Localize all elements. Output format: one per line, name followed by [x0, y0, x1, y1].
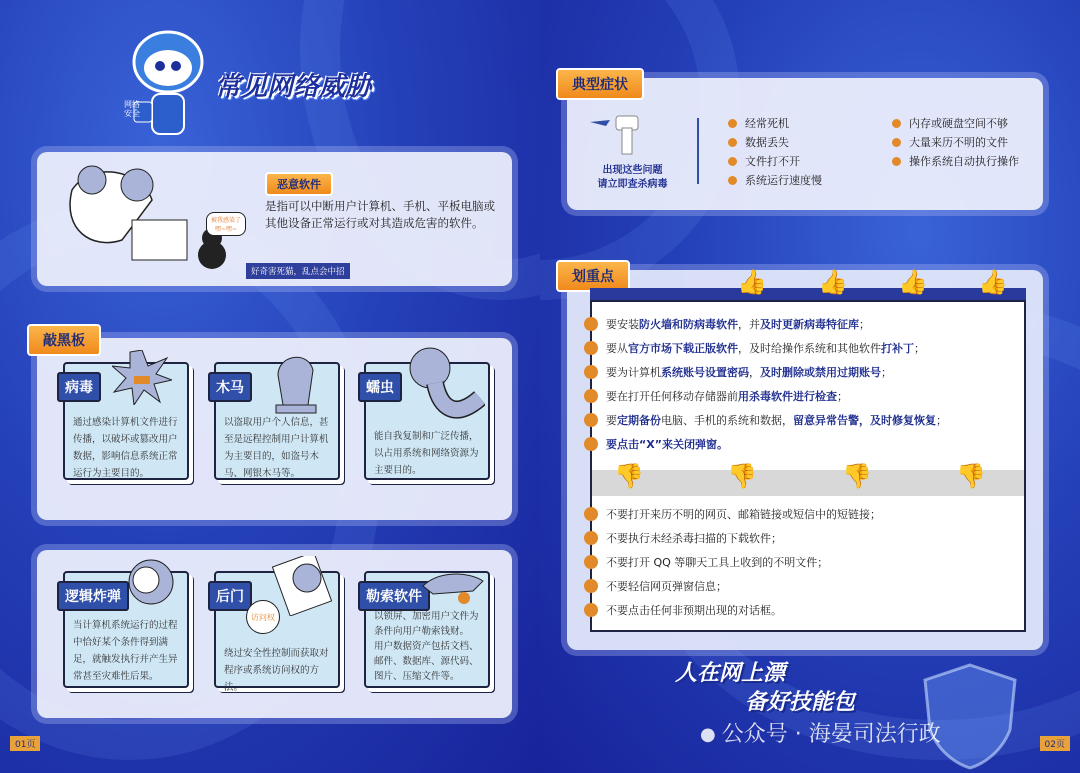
bullet-icon: [584, 365, 598, 379]
bullet-icon: [728, 119, 737, 128]
watermark: [700, 722, 941, 748]
do-text-segment: 打补丁: [881, 342, 914, 355]
threat-label: 后门: [208, 581, 252, 611]
threat-label: 蠕虫: [358, 372, 402, 402]
do-item: [592, 340, 925, 356]
board-tag: 敲黑板: [27, 324, 101, 356]
symptom-text: 操作系统自动执行操作: [909, 155, 1019, 168]
threat-description: 通过感染计算机文件进行传播，以破坏或篡改用户数据，影响信息系统正常运行为主要目的。: [73, 417, 178, 479]
do-text-segment: ；: [881, 366, 892, 379]
dont-item: [592, 578, 727, 594]
bullet-icon: [584, 603, 598, 617]
slogan-line-2: 备好技能包: [745, 690, 856, 715]
do-text-segment: 防火墙和防病毒软件: [639, 318, 738, 331]
thumbs-down-icon: 👎: [842, 462, 872, 490]
do-item: [592, 436, 728, 452]
malware-caption: 好奇害死猫，乱点会中招: [246, 263, 350, 279]
threat-description: 以盗取用户个人信息，甚至是远程控制用户计算机为主要目的，如盗号木马、网银木马等。: [224, 417, 329, 479]
page-number-left: 01页: [10, 736, 40, 751]
thumbs-up-icon: 👍: [737, 268, 767, 296]
bullet-icon: [584, 555, 598, 569]
thumbs-up-icon: 👍: [818, 268, 848, 296]
speech-bubble: 被我感染了 嘿~嘿~: [206, 212, 246, 236]
threat-label: 勒索软件: [358, 581, 430, 611]
trojan-illustration: [268, 350, 323, 415]
do-item: [592, 364, 892, 380]
do-text-segment: 要在打开任何移动存储器前: [606, 390, 738, 403]
dont-text: 不要执行未经杀毒扫描的下载软件；: [606, 532, 782, 545]
do-text-segment: ；: [859, 318, 870, 331]
watermark-text: 公众号 · 海晏司法行政: [721, 722, 941, 747]
bullet-icon: [892, 138, 901, 147]
dont-text: 不要打开来历不明的网页、邮箱链接或短信中的短链接；: [606, 508, 881, 521]
symptom-text: 经常死机: [745, 117, 789, 130]
bullet-icon: [584, 413, 598, 427]
do-text-segment: ，: [749, 366, 760, 379]
thumbs-up-icon: 👍: [978, 268, 1008, 296]
bullet-icon: [728, 157, 737, 166]
threat-label: 病毒: [57, 372, 101, 402]
do-text-segment: 要安装: [606, 318, 639, 331]
do-text-segment: 要: [606, 414, 617, 427]
symptom-item: [728, 153, 800, 169]
key-points-list: [590, 300, 1026, 632]
malware-description: 是指可以中断用户计算机、手机、平板电脑或其他设备正常运行或对其造成危害的软件。: [265, 199, 495, 230]
slogan-line-1: 人在网上漂: [675, 661, 786, 686]
symptom-text: 内存或硬盘空间不够: [909, 117, 1008, 130]
threat-description: 绕过安全性控制而获取对程序或系统访问权的方法。: [224, 648, 329, 693]
bullet-icon: [892, 157, 901, 166]
shield-icon: [920, 660, 1020, 770]
do-text-segment: 系统账号设置密码: [661, 366, 749, 379]
do-text-segment: 定期备份: [617, 414, 661, 427]
do-text-segment: ；: [936, 414, 947, 427]
thumbs-down-icon: 👎: [956, 462, 986, 490]
do-item: [592, 316, 870, 332]
bullet-icon: [584, 531, 598, 545]
do-text-segment: 要点击“X”来关闭弹窗。: [606, 438, 728, 451]
worm-illustration: [395, 338, 485, 423]
threat-description: 能自我复制和广泛传播，以占用系统和网络资源为主要目的。: [374, 431, 479, 476]
do-text-segment: ；: [914, 342, 925, 355]
threat-description: 以锁屏、加密用户文件为条件向用户勒索钱财。 用户数据资产包括文档、邮件、数据库、源代码、图片、压缩文件等。: [374, 611, 479, 682]
do-text-segment: 要为计算机: [606, 366, 661, 379]
bullet-icon: [584, 317, 598, 331]
mascot-illustration: [128, 22, 208, 140]
divider: [697, 118, 699, 184]
do-text-segment: ，及时给操作系统和其他软件: [738, 342, 881, 355]
threat-label: 木马: [208, 372, 252, 402]
symptom-item: [728, 115, 789, 131]
access-badge: 访问权: [246, 600, 280, 634]
do-item: [592, 388, 848, 404]
thumbs-down-icon: 👎: [727, 462, 757, 490]
dont-item: [592, 506, 881, 522]
do-text-segment: 电脑、手机的系统和数据，: [661, 414, 793, 427]
thumbs-down-icon: 👎: [614, 462, 644, 490]
malware-tag: 恶意软件: [265, 172, 333, 196]
page-title: 常见网络威胁: [215, 72, 372, 102]
page-number-right: 02页: [1040, 736, 1070, 751]
prompt-line: 请立即查杀病毒: [597, 179, 668, 190]
bullet-icon: [584, 341, 598, 355]
dont-text: 不要打开 QQ 等聊天工具上收到的不明文件；: [606, 556, 829, 569]
bomb-clock-illustration: [126, 552, 176, 607]
threat-description: 当计算机系统运行的过程中恰好某个条件得到满足，就触发执行并产生异常甚至灾难性后果。: [73, 620, 178, 682]
thumbs-up-icon: 👍: [898, 268, 928, 296]
dont-item: [592, 530, 782, 546]
threat-label: 逻辑炸弹: [57, 581, 129, 611]
bullet-icon: [728, 176, 737, 185]
symptom-text: 系统运行速度慢: [745, 174, 822, 187]
do-text-segment: 及时删除或禁用过期账号: [760, 366, 881, 379]
virus-illustration: [112, 350, 172, 405]
key-points-tag: 划重点: [556, 260, 630, 292]
thumbs-bar: [590, 288, 1026, 300]
do-text-segment: 要从: [606, 342, 628, 355]
bullet-icon: [584, 507, 598, 521]
symptom-text: 数据丢失: [745, 136, 789, 149]
symptom-item: [892, 134, 1008, 150]
symptoms-prompt: [590, 164, 675, 192]
symptom-text: 大量来历不明的文件: [909, 136, 1008, 149]
symptom-item: [728, 134, 789, 150]
bullet-icon: [584, 579, 598, 593]
mascot-badge: 网络安全: [124, 100, 140, 118]
dont-text: 不要轻信网页弹窗信息；: [606, 580, 727, 593]
bullet-icon: [728, 138, 737, 147]
do-text-segment: 官方市场下载正版软件: [628, 342, 738, 355]
symptom-item: [892, 153, 1019, 169]
bullet-icon: [892, 119, 901, 128]
dont-item: [592, 554, 828, 570]
do-text-segment: ；: [837, 390, 848, 403]
symptom-text: 文件打不开: [745, 155, 800, 168]
do-text-segment: 及时更新病毒特征库: [760, 318, 859, 331]
do-item: [592, 412, 947, 428]
do-text-segment: ，并: [738, 318, 760, 331]
symptom-item: [728, 172, 822, 188]
symptom-item: [892, 115, 1008, 131]
wechat-icon: ●: [700, 724, 716, 745]
symptoms-tag: 典型症状: [556, 68, 644, 100]
ransomware-illustration: [418, 556, 488, 606]
scanner-gun-icon: [590, 112, 650, 157]
bullet-icon: [584, 437, 598, 451]
prompt-line: 出现这些问题: [602, 165, 663, 176]
do-text-segment: 留意异常告警，及时修复恢复: [793, 414, 936, 427]
dont-item: [592, 602, 782, 618]
bullet-icon: [584, 389, 598, 403]
dont-text: 不要点击任何非预期出现的对话框。: [606, 604, 782, 617]
do-text-segment: 用杀毒软件进行检查: [738, 390, 837, 403]
